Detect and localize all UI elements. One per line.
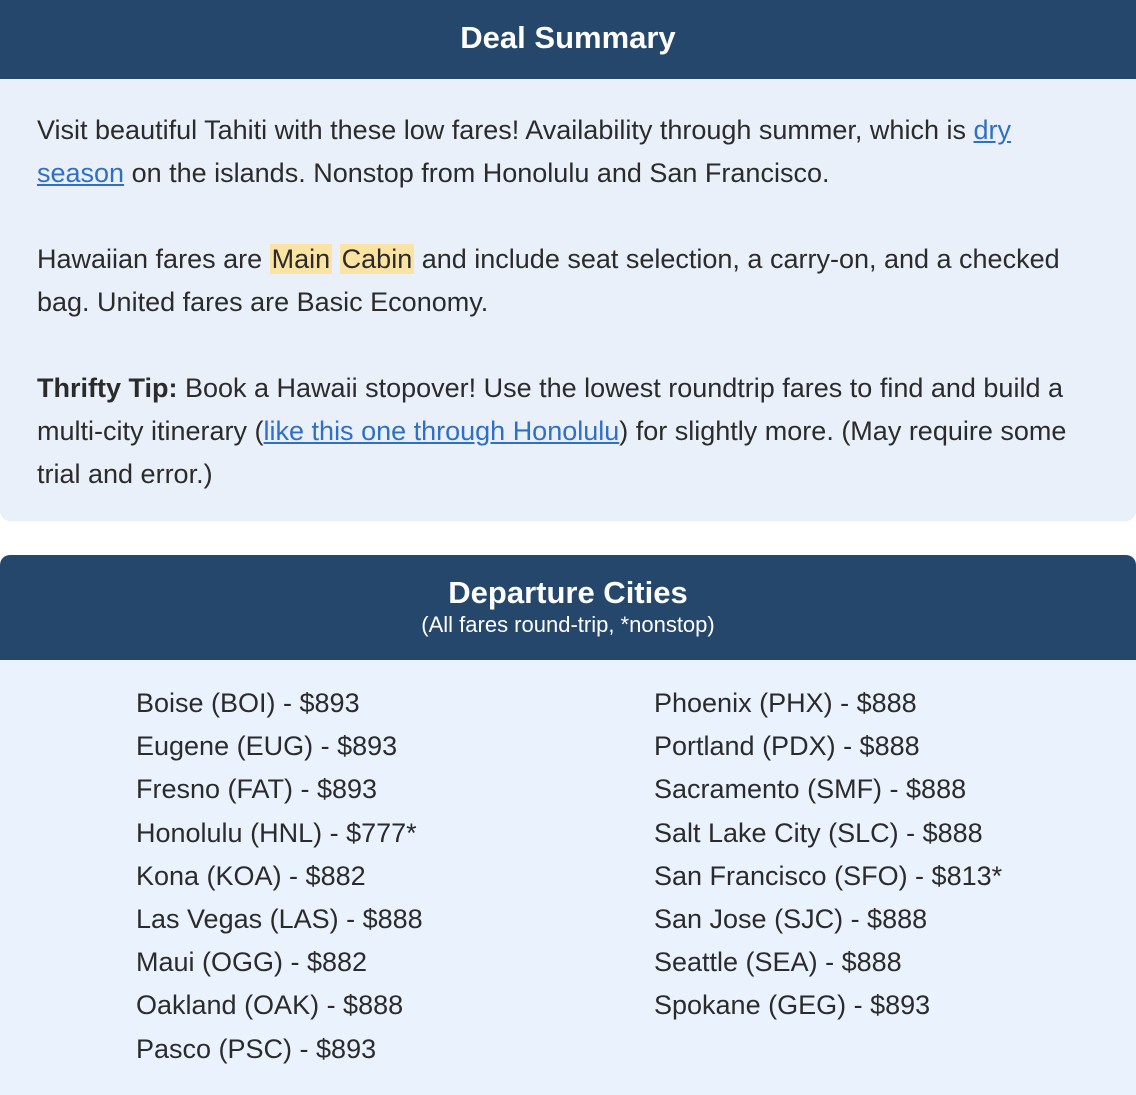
departure-cities-card — [0, 555, 1136, 1095]
city-fare-item: Boise (BOI) - $893 — [136, 688, 360, 718]
city-fare-item: Pasco (PSC) - $893 — [136, 1033, 377, 1064]
deal-summary-card — [0, 0, 1136, 521]
city-fare-item: Eugene (EUG) - $893 — [136, 731, 398, 762]
summary-text: Hawaiian fares are — [37, 244, 270, 274]
city-fare-item: Salt Lake City (SLC) - $888 — [654, 817, 983, 848]
city-column-right — [654, 682, 1002, 1028]
summary-paragraph-tip — [37, 367, 1099, 496]
city-fare-item: San Jose (SJC) - $888 — [654, 904, 928, 935]
summary-paragraph-fares — [37, 238, 1099, 324]
departure-cities-header — [0, 555, 1136, 660]
summary-paragraph-intro — [37, 109, 1099, 195]
city-fare-item: Sacramento (SMF) - $888 — [654, 774, 967, 805]
city-fare-item: Fresno (FAT) - $893 — [136, 774, 378, 805]
departure-cities-title: Departure Cities — [448, 575, 688, 610]
summary-text: ) for slightly more. (May require some trial and error.) — [37, 416, 1067, 489]
summary-text: and include seat selection, a carry-on, and a checked bag. United fares are Basic Economy. — [37, 244, 1060, 317]
city-column-left — [136, 682, 423, 1071]
highlighted-term: Cabin — [341, 244, 413, 274]
city-fare-item: Honolulu (HNL) - $777* — [136, 817, 417, 848]
city-fare-item: Oakland (OAK) - $888 — [136, 990, 404, 1021]
thrifty-tip-label: Thrifty Tip: — [37, 373, 178, 403]
summary-text: on the islands. Nonstop from Honolulu and San Francisco. — [124, 158, 830, 188]
city-fare-item: Phoenix (PHX) - $888 — [654, 688, 917, 718]
city-fare-item: San Francisco (SFO) - $813* — [654, 860, 1003, 891]
city-fare-item: Las Vegas (LAS) - $888 — [136, 904, 423, 935]
deal-summary-body — [0, 79, 1136, 496]
city-fare-item: Spokane (GEG) - $893 — [654, 990, 931, 1021]
dry-season-link[interactable]: dry season — [37, 115, 1011, 188]
deal-summary-header — [0, 0, 1136, 79]
summary-text: Book a Hawaii stopover! Use the lowest roundtrip fares to find and build a multi-city itinerary ( — [37, 373, 1063, 446]
city-fare-item: Maui (OGG) - $882 — [136, 947, 368, 978]
summary-text: Visit beautiful Tahiti with these low fares! Availability through summer, which is — [37, 115, 974, 145]
honolulu-itinerary-link[interactable]: like this one through Honolulu — [263, 416, 620, 446]
highlighted-term: Main — [271, 244, 331, 274]
city-fare-item: Kona (KOA) - $882 — [136, 860, 366, 891]
city-fare-item: Portland (PDX) - $888 — [654, 731, 920, 762]
deal-summary-title: Deal Summary — [460, 20, 676, 55]
departure-cities-subtitle: (All fares round-trip, *nonstop) — [421, 612, 715, 637]
city-fare-item: Seattle (SEA) - $888 — [654, 947, 902, 978]
